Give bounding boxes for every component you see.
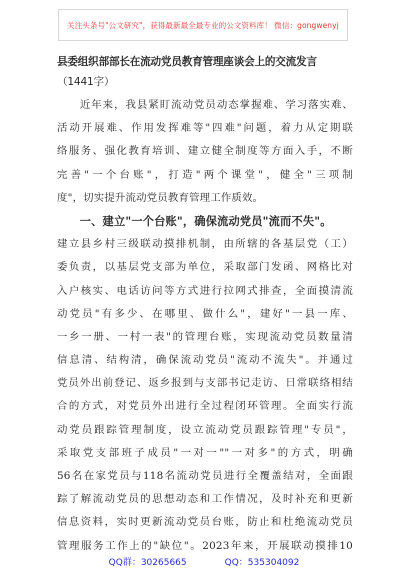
text-line: 活动开展难、作用发挥难等"四难"问题，着力从定期联 bbox=[57, 122, 353, 135]
text-line: 信息资料，实时更新流动党员台账，防止和杜绝流动党员 bbox=[57, 516, 353, 529]
text-line: 采取党支部班子成员"一对一""一对多"的方式，明确 bbox=[57, 446, 353, 459]
header-banner: 关注头条号"公文研究"，获得最新最全最专业的公文资料库！ 微信：gongwenyj bbox=[58, 9, 348, 41]
word-count: （1441字） bbox=[57, 76, 115, 88]
text-line: 一乡一册、一村一表"的管理台账，实现流动党员数量清 bbox=[57, 330, 353, 343]
text-line: 信息清、结构清，确保流动党员"流动不流失"。并通过 bbox=[57, 354, 353, 367]
text-line: 完善"一个台账"，打造"两个课堂"，健全"三项制 bbox=[57, 168, 353, 181]
text-line: 动党员"有多少、在哪里、做什么"，建好"一县一库、 bbox=[57, 307, 353, 320]
footer-contacts bbox=[0, 555, 408, 569]
body-text bbox=[57, 94, 353, 558]
text-line: 合的方式，对党员外出进行全过程闭环管理。全面实行流 bbox=[57, 400, 353, 413]
text-line: 近年来，我县紧盯流动党员动态掌握难、学习落实难、 bbox=[57, 99, 353, 111]
qq-number: QQ：535304092 bbox=[224, 558, 300, 568]
document-title: 县委组织部部长在流动党员教育管理座谈会上的交流发言 bbox=[57, 56, 317, 68]
qq-group: QQ群：30265665 bbox=[108, 558, 187, 568]
text-line: 踪了解流动党员的思想动态和工作情况，及时补充和更新 bbox=[57, 493, 353, 506]
document-page bbox=[57, 52, 353, 558]
text-line: 入户核实、电话访问等方式进行拉网式排查，全面摸清流 bbox=[57, 284, 353, 297]
text-line: 56名在家党员与118名流动党员进行全覆盖结对，全面跟 bbox=[57, 470, 353, 482]
text-line: 建立县乡村三级联动摸排机制，由所辖的各基层党（工） bbox=[57, 238, 353, 251]
text-line: 度"，切实提升流动党员教育管理工作质效。 bbox=[57, 191, 264, 204]
text-line: 络服务、强化教育培训、建立健全制度等方面入手，不断 bbox=[57, 145, 353, 158]
section-heading: 一、建立"一个台账"，确保流动党员"流而不失"。 bbox=[57, 214, 332, 228]
text-line: 党员外出前登记、返乡报到与支部书记走访、日常联络相结 bbox=[57, 377, 353, 390]
text-line: 管理服务工作上的"缺位"。2023年来，开展联动摸排10 bbox=[57, 539, 353, 552]
text-line: 委负责，以基层党支部为单位，采取部门发函、网格比对 bbox=[57, 261, 353, 274]
text-line: 动党员跟踪管理制度，设立流动党员跟踪管理"专员"， bbox=[57, 423, 353, 436]
